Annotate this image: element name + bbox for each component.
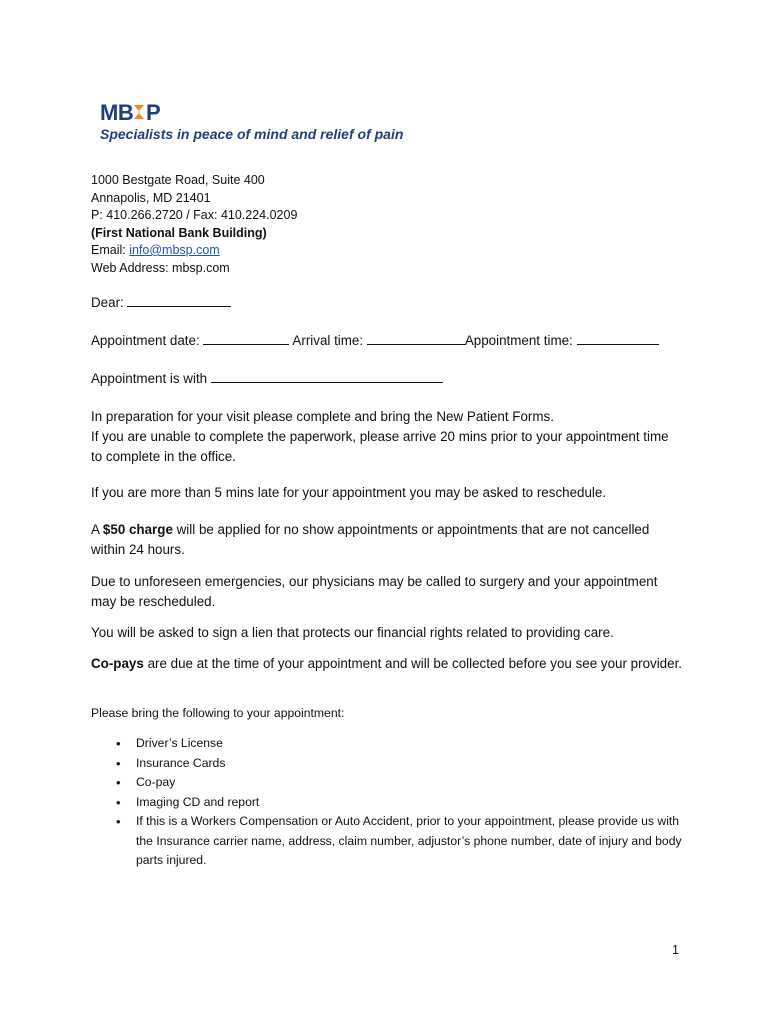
copay-rest: are due at the time of your appointment and will be collected before you see your provider. (143, 656, 683, 671)
arrival-time-blank[interactable] (367, 332, 465, 345)
svg-text:P: P (146, 100, 161, 124)
page-number: 1 (672, 943, 679, 957)
tagline: Specialists in peace of mind and relief of pain (100, 126, 404, 142)
late-text: If you are more than 5 mins late for your appointment you may be asked to reschedule. (91, 485, 607, 500)
bring-list (116, 734, 686, 871)
email-link[interactable]: info@mbsp.com (129, 243, 220, 257)
prep-line-2: If you are unable to complete the paperwork, please arrive 20 mins prior to your appointment time to complete in the office. (91, 429, 669, 464)
charge-amount: $50 charge (102, 522, 173, 537)
emergency-paragraph (91, 572, 683, 612)
email-label: Email: (91, 243, 130, 257)
lien-paragraph (91, 623, 683, 643)
address-street: 1000 Bestgate Road, Suite 400 (91, 173, 265, 187)
copay-bold: Co-pays (91, 656, 144, 671)
copay-text (91, 654, 683, 674)
appointment-times-line (91, 332, 659, 348)
appointment-date-blank[interactable] (203, 332, 289, 345)
appointment-date-label: Appointment date: (91, 333, 200, 348)
appointment-time-label: Appointment time: (464, 333, 573, 348)
late-paragraph (91, 483, 683, 503)
prep-line-1: In preparation for your visit please complete and bring the New Patient Forms. (91, 409, 554, 424)
list-item: • Co-pay (116, 773, 686, 793)
list-item: • Imaging CD and report (116, 793, 686, 813)
address-email-row (91, 242, 297, 260)
list-item: • Insurance Cards (116, 754, 686, 774)
list-item: • If this is a Workers Compensation or Auto Accident, prior to your appointment, please provide us with the Insurance carrier name, address, claim number, adjustor’s phone number, date of injury and body parts injured. (116, 812, 686, 871)
address-building: (First National Bank Building) (91, 225, 267, 240)
dear-line (91, 294, 231, 310)
dear-blank[interactable] (127, 294, 231, 307)
appointment-with-blank[interactable] (211, 370, 443, 383)
appointment-time-blank[interactable] (577, 332, 659, 345)
address-web: Web Address: mbsp.com (91, 260, 230, 275)
address-block (91, 172, 297, 277)
address-city: Annapolis, MD 21401 (91, 190, 211, 205)
appointment-with-line (91, 370, 443, 386)
charge-text (91, 520, 683, 560)
svg-text:MB: MB (100, 100, 134, 124)
lien-text: You will be asked to sign a lien that protects our financial rights related to providing care. (91, 625, 614, 640)
address-phone-fax: P: 410.266.2720 / Fax: 410.224.0209 (91, 208, 298, 222)
bring-intro: Please bring the following to your appointment: (91, 706, 345, 720)
charge-a: A (91, 522, 103, 537)
copay-paragraph (91, 654, 683, 674)
appointment-with-label: Appointment is with (91, 371, 208, 386)
charge-paragraph (91, 520, 683, 560)
arrival-time-label: Arrival time: (292, 333, 364, 348)
prep-paragraph (91, 407, 683, 467)
mbsp-logo (100, 100, 172, 124)
emergency-text: Due to unforeseen emergencies, our physicians may be called to surgery and your appointment may be rescheduled. (91, 574, 658, 609)
charge-rest: will be applied for no show appointments or appointments that are not cancelled within 24 hours. (91, 522, 650, 557)
list-item: • Driver’s License (116, 734, 686, 754)
dear-label: Dear: (91, 295, 124, 310)
